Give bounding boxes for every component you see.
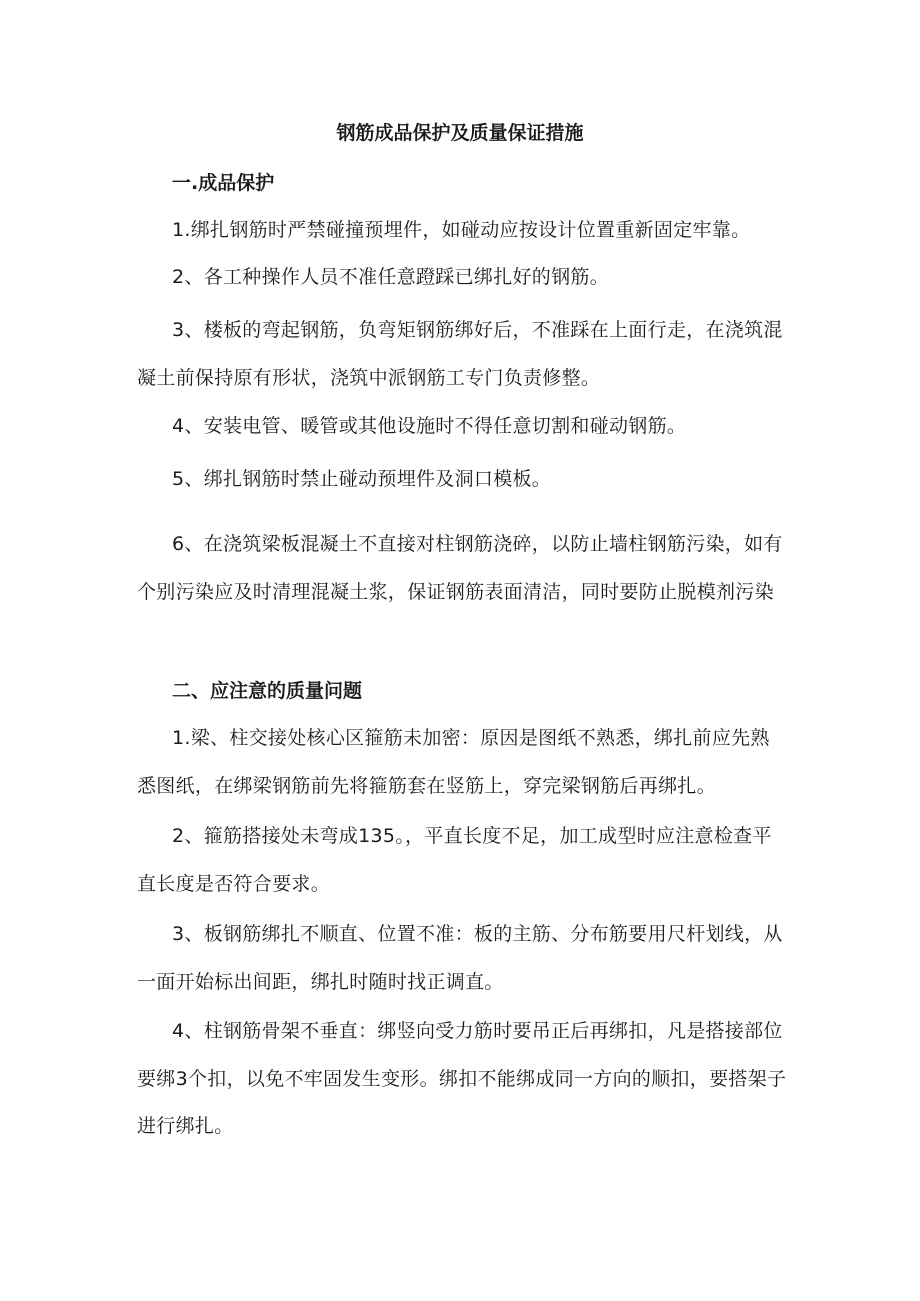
- section-heading-finished-product-protection: 一.成品保护: [172, 172, 275, 194]
- paragraph-item-2: 2、各工种操作人员不准任意蹬踩已绑扎好的钢筋。: [172, 266, 609, 288]
- paragraph-item-4: 4、安装电管、暖管或其他设施时不得任意切割和碰动钢筋。: [172, 415, 687, 437]
- paragraph-item-3: 3、楼板的弯起钢筋，负弯矩钢筋绑好后，不准踩在上面行走，在浇筑混凝土前保持原有形状，浇筑中派钢筋工专门负责修整。: [137, 319, 783, 389]
- paragraph-item-5: 5、绑扎钢筋时禁止碰动预埋件及洞口模板。: [172, 468, 552, 490]
- paragraph-quality-item-1: 1.梁、柱交接处核心区箍筋未加密：原因是图纸不熟悉，绑扎前应先熟悉图纸，在绑梁钢筋前先将箍筋套在竖筋上，穿完梁钢筋后再绑扎。: [137, 727, 770, 797]
- document-title: 钢筋成品保护及质量保证措施: [336, 122, 584, 144]
- paragraph-item-6: 6、在浇筑梁板混凝土不直接对柱钢筋浇碎，以防止墙柱钢筋污染，如有个别污染应及时清理混凝土浆，保证钢筋表面清洁，同时要防止脱模剂污染: [137, 533, 783, 603]
- paragraph-quality-item-2: 2、箍筋搭接处未弯成135。，平直长度不足，加工成型时应注意检查平直长度是否符合要求。: [137, 825, 772, 895]
- paragraph-item-1: 1.绑扎钢筋时严禁碰撞预埋件，如碰动应按设计位置重新固定牢靠。: [172, 219, 751, 241]
- section-heading-quality-issues: 二、应注意的质量问题: [172, 680, 363, 702]
- paragraph-quality-item-3: 3、板钢筋绑扎不顺直、位置不准：板的主筋、分布筋要用尺杆划线，从一面开始标出间距，绑扎时随时找正调直。: [137, 923, 783, 993]
- paragraph-quality-item-4: 4、柱钢筋骨架不垂直：绑竖向受力筋时要吊正后再绑扣，凡是搭接部位要绑3个扣，以免不牢固发生变形。绑扣不能绑成同一方向的顺扣，要搭架子进行绑扎。: [137, 1020, 787, 1137]
